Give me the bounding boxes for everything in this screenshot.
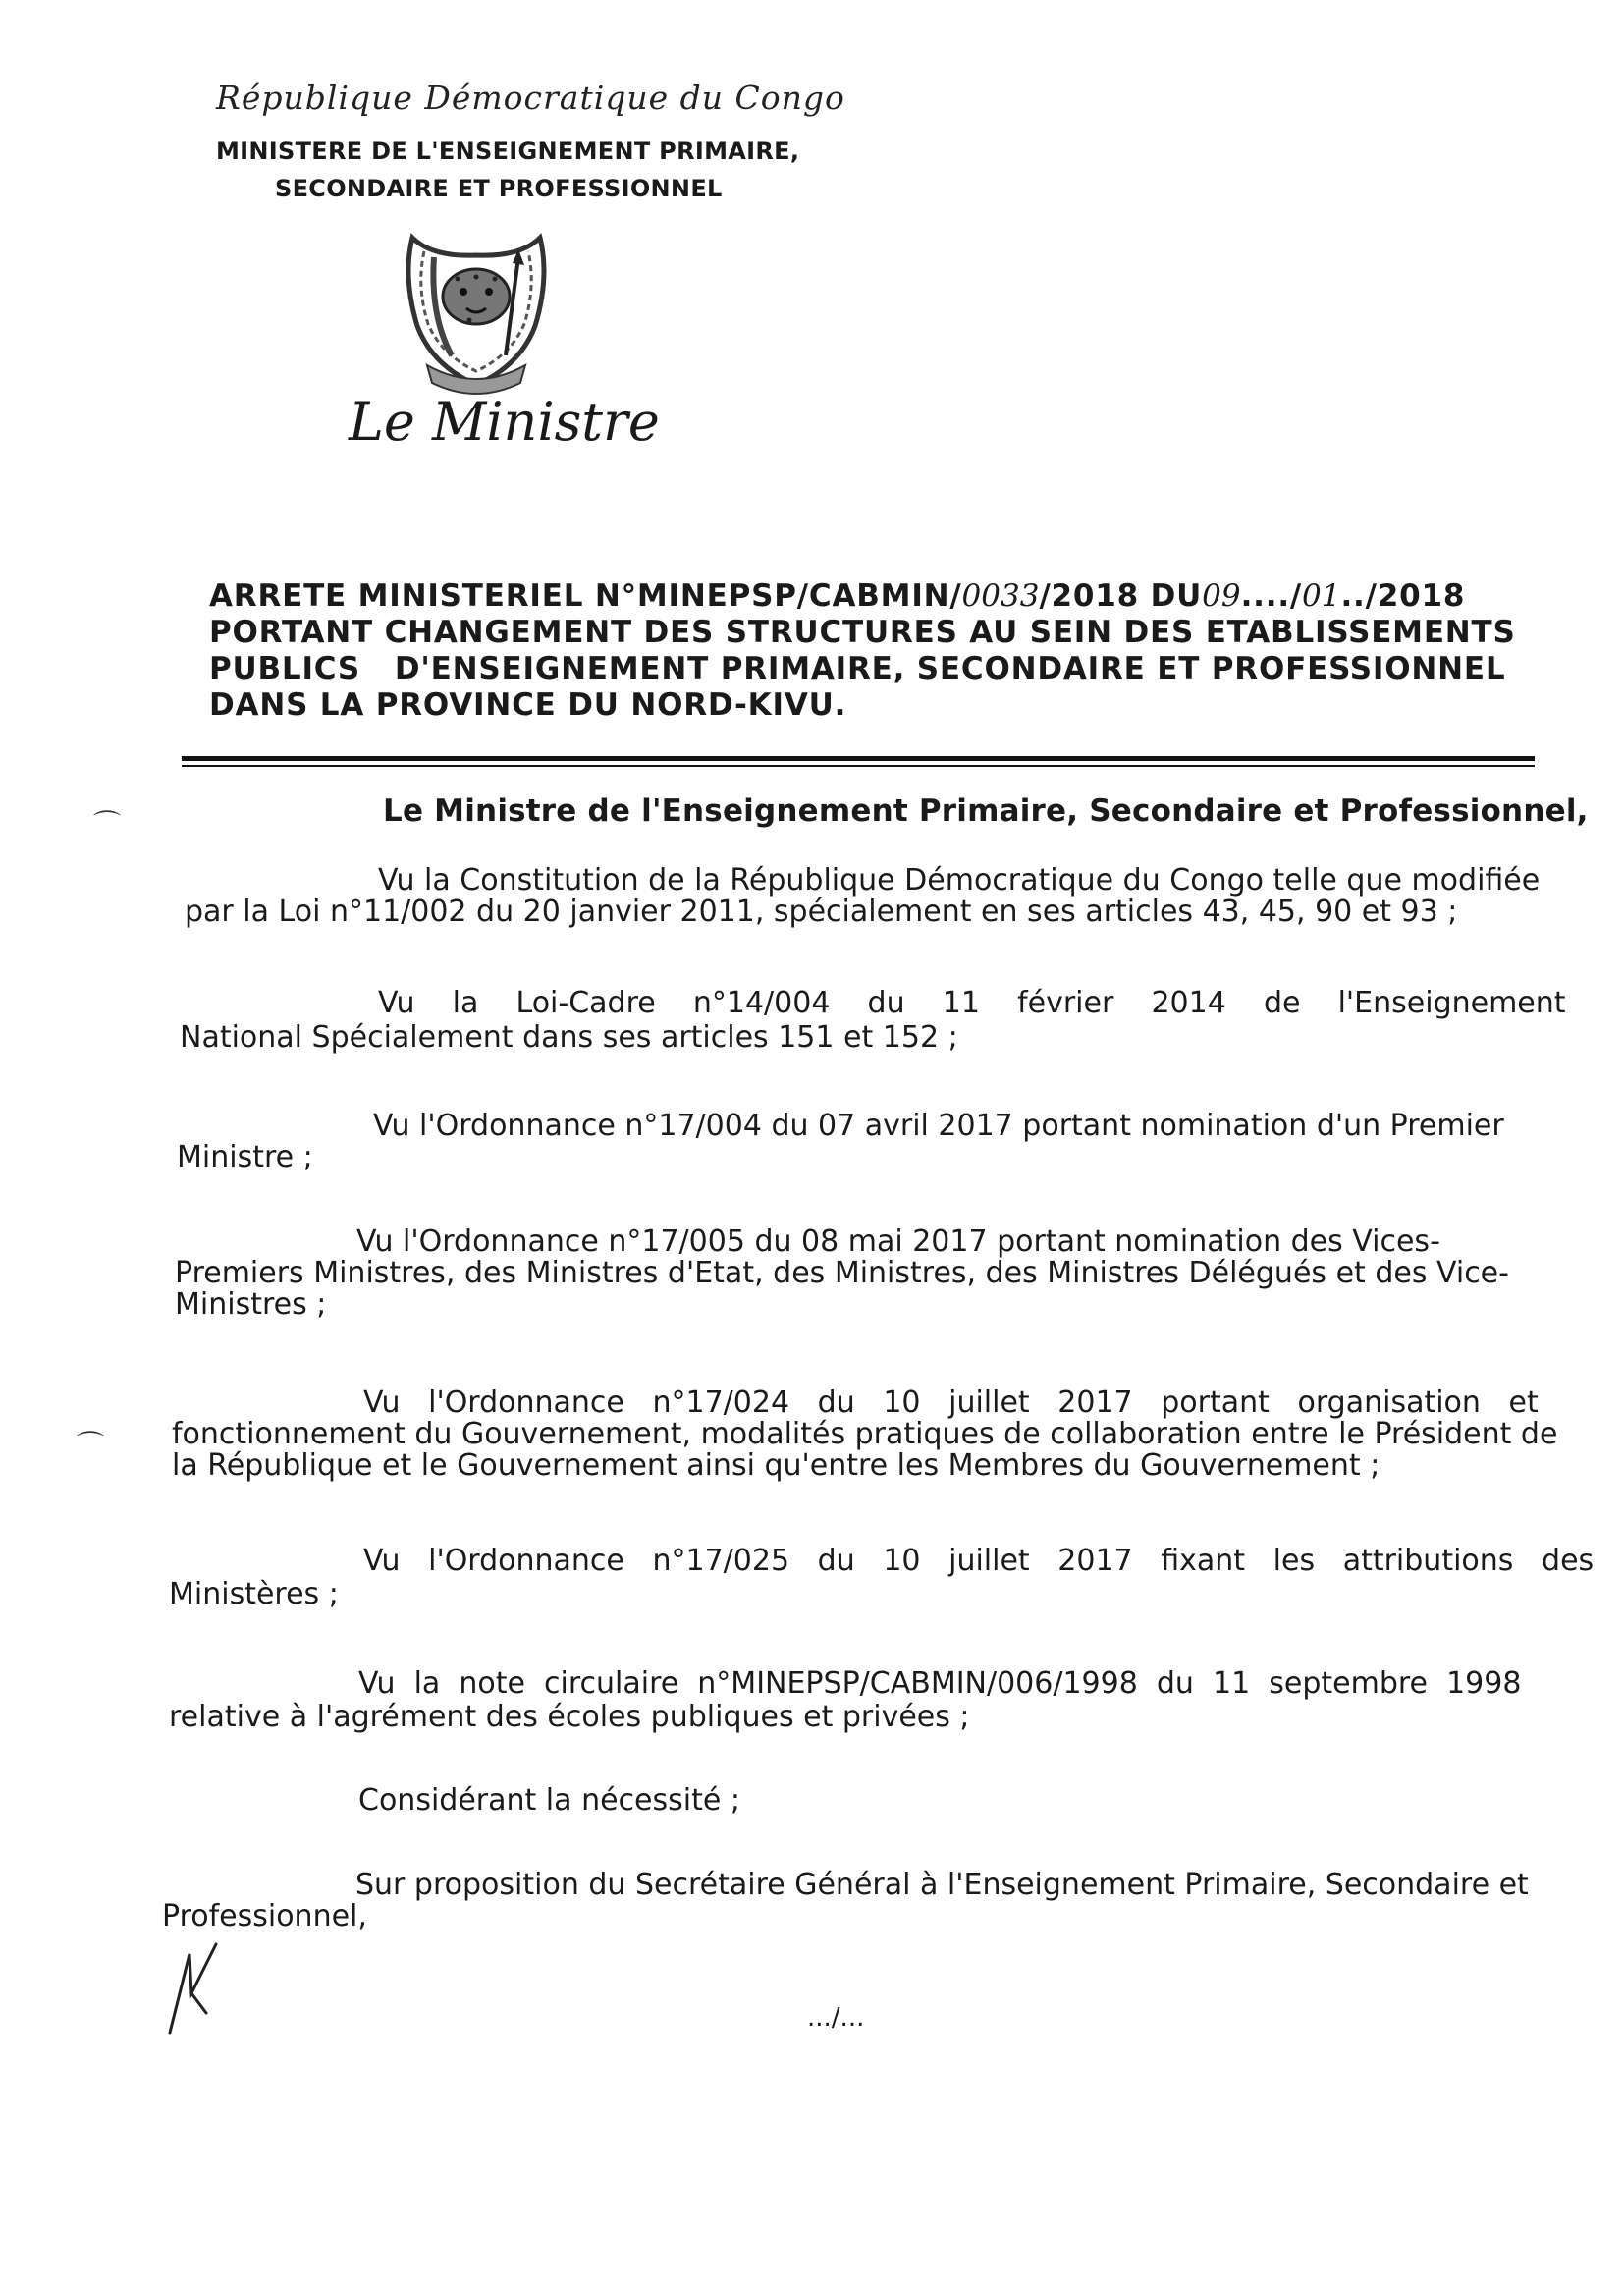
minister-heading: Le Ministre de l'Enseignement Primaire, Secondaire et Professionnel, — [383, 793, 1589, 829]
ministry-name-line2: SECONDAIRE ET PROFESSIONNEL — [275, 175, 723, 202]
decree-date-dots2: ../2018 — [1340, 578, 1466, 614]
paragraph-loi-cadre-l2: National Spécialement dans ses articles 151 et 152 ; — [180, 1020, 958, 1055]
paragraph-circulaire-l2: relative à l'agrément des écoles publiques et privées ; — [169, 1700, 970, 1734]
paragraph-ord-004-l1: Vu l'Ordonnance n°17/004 du 07 avril 2017 portant nomination d'un Premier — [373, 1109, 1504, 1143]
paragraph-considerant: Considérant la nécessité ; — [358, 1783, 740, 1818]
decree-day: 09 — [1202, 578, 1241, 614]
decree-reference-prefix: ARRETE MINISTERIEL N°MINEPSP/CABMIN/ — [209, 578, 962, 614]
paragraph-ord-024-l2: fonctionnement du Gouvernement, modalités pratiques de collaboration entre le Président de — [172, 1417, 1558, 1451]
margin-mark: ⌒ — [77, 1429, 105, 1461]
paragraph-ord-025-l1: Vu l'Ordonnance n°17/025 du 10 juillet 2017 fixant les attributions des — [363, 1544, 1595, 1578]
title-underline-thin — [182, 765, 1535, 767]
coat-of-arms-icon — [393, 218, 560, 400]
paragraph-ord-024-l3: la République et le Gouvernement ainsi qu'entre les Membres du Gouvernement ; — [172, 1448, 1380, 1483]
paragraph-ord-005-l2: Premiers Ministres, des Ministres d'Etat, des Ministres, des Ministres Délégués et des Vice- — [175, 1256, 1509, 1290]
decree-year: /2018 DU — [1039, 578, 1203, 614]
paragraph-constitution-l1: Vu la Constitution de la République Démocratique du Congo telle que modifiée — [378, 863, 1541, 897]
paragraph-proposition-l2: Professionnel, — [162, 1899, 367, 1933]
decree-number: 0033 — [961, 578, 1040, 614]
paragraph-proposition-l1: Sur proposition du Secrétaire Général à l'Enseignement Primaire, Secondaire et — [355, 1868, 1529, 1902]
decree-month: 01 — [1302, 578, 1341, 614]
paragraph-ord-005-l3: Ministres ; — [175, 1287, 327, 1322]
decree-title-line4: DANS LA PROVINCE DU NORD-KIVU. — [209, 687, 847, 723]
decree-date-dots1: ..../ — [1240, 578, 1303, 614]
decree-reference — [209, 577, 1530, 615]
paragraph-loi-cadre-l1: Vu la Loi-Cadre n°14/004 du 11 février 2014 de l'Enseignement — [378, 986, 1566, 1020]
paragraph-ord-024-l1: Vu l'Ordonnance n°17/024 du 10 juillet 2017 portant organisation et — [363, 1386, 1539, 1420]
paragraph-circulaire-l1: Vu la note circulaire n°MINEPSP/CABMIN/006/1998 du 11 septembre 1998 — [358, 1666, 1522, 1701]
decree-title-line2: PORTANT CHANGEMENT DES STRUCTURES AU SEIN DES ETABLISSEMENTS — [209, 615, 1516, 650]
signatory-title: Le Ministre — [349, 391, 660, 453]
republic-name: République Démocratique du Congo — [216, 79, 845, 117]
ministry-name-line1: MINISTERE DE L'ENSEIGNEMENT PRIMAIRE, — [216, 137, 800, 165]
initials-signature-icon — [162, 1934, 231, 2042]
margin-mark: ⌒ — [93, 808, 122, 841]
paragraph-ord-005-l1: Vu l'Ordonnance n°17/005 du 08 mai 2017 portant nomination des Vices- — [356, 1224, 1440, 1259]
decree-title-line3: PUBLICS D'ENSEIGNEMENT PRIMAIRE, SECONDAIRE ET PROFESSIONNEL — [209, 651, 1506, 686]
paragraph-ord-025-l2: Ministères ; — [169, 1577, 339, 1611]
page-continuation-marker: .../... — [807, 2003, 865, 2033]
paragraph-ord-004-l2: Ministre ; — [177, 1140, 313, 1174]
title-underline — [182, 756, 1535, 761]
paragraph-constitution-l2: par la Loi n°11/002 du 20 janvier 2011, spécialement en ses articles 43, 45, 90 et 93 ; — [185, 895, 1458, 929]
